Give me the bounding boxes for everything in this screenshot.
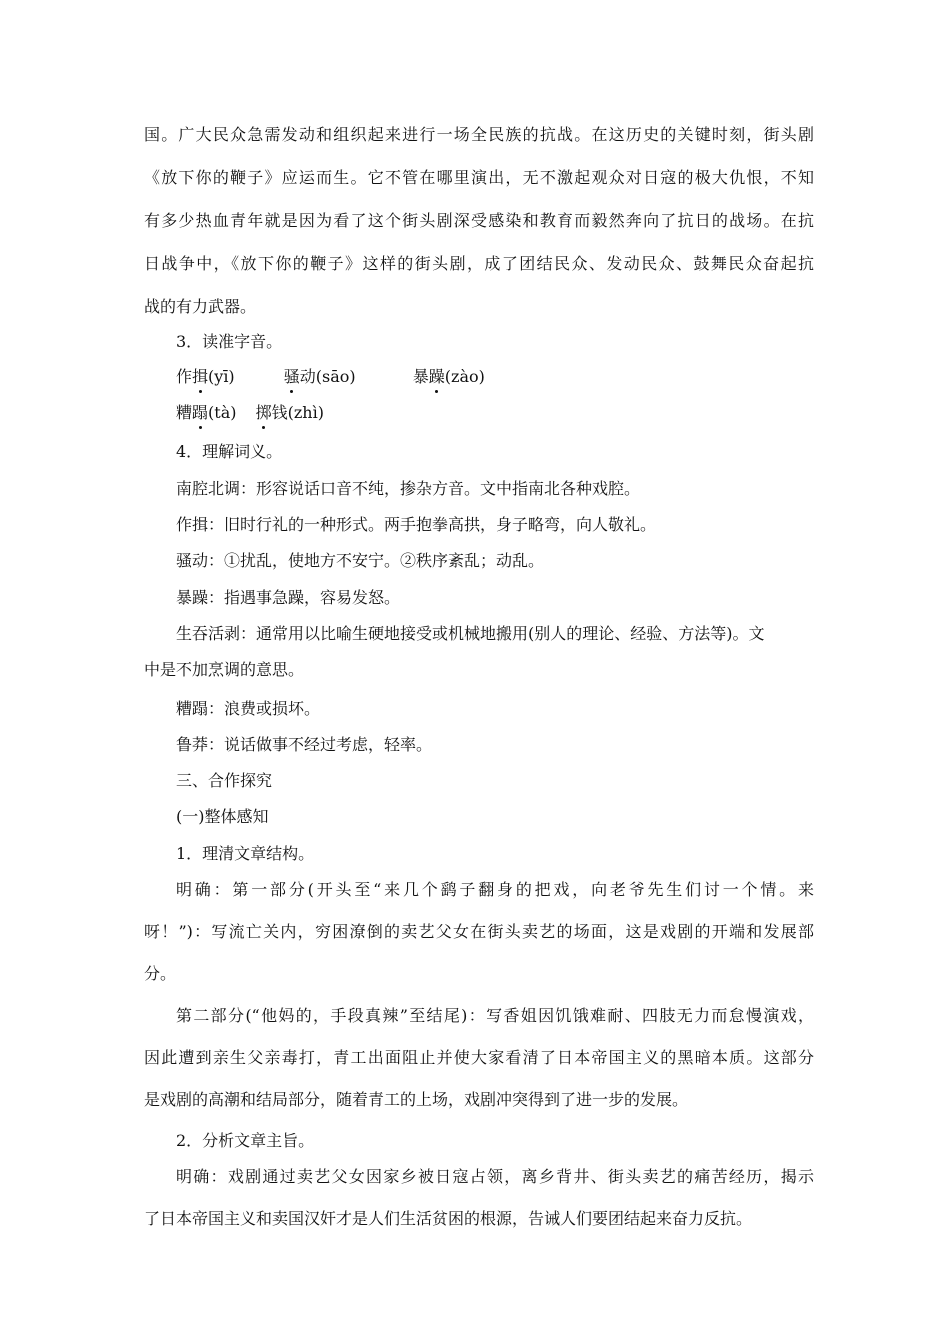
text-line: 生吞活剥：通常用以比喻生硬地接受或机械地搬用(别人的理论、经验、方法等)。文 xyxy=(176,624,765,643)
text-line: 《放下你的鞭子》应运而生。它不管在哪里演出，无不激起观众对日寇的极大仇恨，不知 xyxy=(144,168,814,187)
text-line: 南腔北调：形容说话口音不纯，掺杂方音。文中指南北各种戏腔。 xyxy=(176,479,641,498)
heading-word-meaning: 4．理解词义。 xyxy=(176,442,283,461)
text-line: 1．理清文章结构。 xyxy=(176,844,315,863)
section-heading: 三、合作探究 xyxy=(176,771,273,790)
heading-read-pronunciation: 3．读准字音。 xyxy=(176,332,283,351)
pinyin-item: 作揖(yī) xyxy=(176,367,235,386)
text-line: 是戏剧的高潮和结局部分，随着青工的上场，戏剧冲突得到了进一步的发展。 xyxy=(144,1090,689,1109)
text-line: 有多少热血青年就是因为看了这个街头剧深受感染和教育而毅然奔向了抗日的战场。在抗 xyxy=(144,211,814,230)
text-line: 2．分析文章主旨。 xyxy=(176,1131,315,1150)
text-line: 鲁莽：说话做事不经过考虑，轻率。 xyxy=(176,735,433,754)
text-line: 骚动：①扰乱，使地方不安宁。②秩序紊乱；动乱。 xyxy=(176,551,545,570)
text-line: 糟蹋：浪费或损坏。 xyxy=(176,699,321,718)
pinyin-row-2 xyxy=(176,402,846,424)
pinyin-item: 暴躁(zào) xyxy=(412,367,485,386)
text-line: 第二部分(“他妈的，手段真辣”至结尾)：写香姐因饥饿难耐、四肢无力而怠慢演戏， xyxy=(176,1006,814,1025)
subsection-heading: (一)整体感知 xyxy=(176,807,269,826)
text-line: 明确：第一部分(开头至“来几个鹞子翻身的把戏，向老爷先生们讨一个情。来 xyxy=(176,880,814,899)
text-line: 明确：戏剧通过卖艺父女因家乡被日寇占领，离乡背井、街头卖艺的痛苦经历，揭示 xyxy=(176,1167,814,1186)
pinyin-row-1 xyxy=(176,366,846,388)
pinyin-item: 掷钱(zhì) xyxy=(255,403,324,422)
text-line: 分。 xyxy=(144,964,177,983)
text-line: 暴躁：指遇事急躁，容易发怒。 xyxy=(176,588,401,607)
text-line: 作揖：旧时行礼的一种形式。两手抱拳高拱，身子略弯，向人敬礼。 xyxy=(176,515,657,534)
text-line: 日战争中，《放下你的鞭子》这样的街头剧，成了团结民众、发动民众、鼓舞民众奋起抗 xyxy=(144,254,814,273)
text-line: 中是不加烹调的意思。 xyxy=(144,660,305,679)
pinyin-item: 骚动(sāo) xyxy=(283,367,356,386)
text-line: 呀！”)：写流亡关内，穷困潦倒的卖艺父女在街头卖艺的场面，这是戏剧的开端和发展部 xyxy=(144,922,814,941)
text-line: 了日本帝国主义和卖国汉奸才是人们生活贫困的根源，告诫人们要团结起来奋力反抗。 xyxy=(144,1209,753,1228)
text-line: 战的有力武器。 xyxy=(144,297,257,316)
pinyin-item: 糟蹋(tà) xyxy=(176,403,237,422)
text-line: 国。广大民众急需发动和组织起来进行一场全民族的抗战。在这历史的关键时刻，街头剧 xyxy=(144,125,814,144)
text-line: 因此遭到亲生父亲毒打，青工出面阻止并使大家看清了日本帝国主义的黑暗本质。这部分 xyxy=(144,1048,814,1067)
